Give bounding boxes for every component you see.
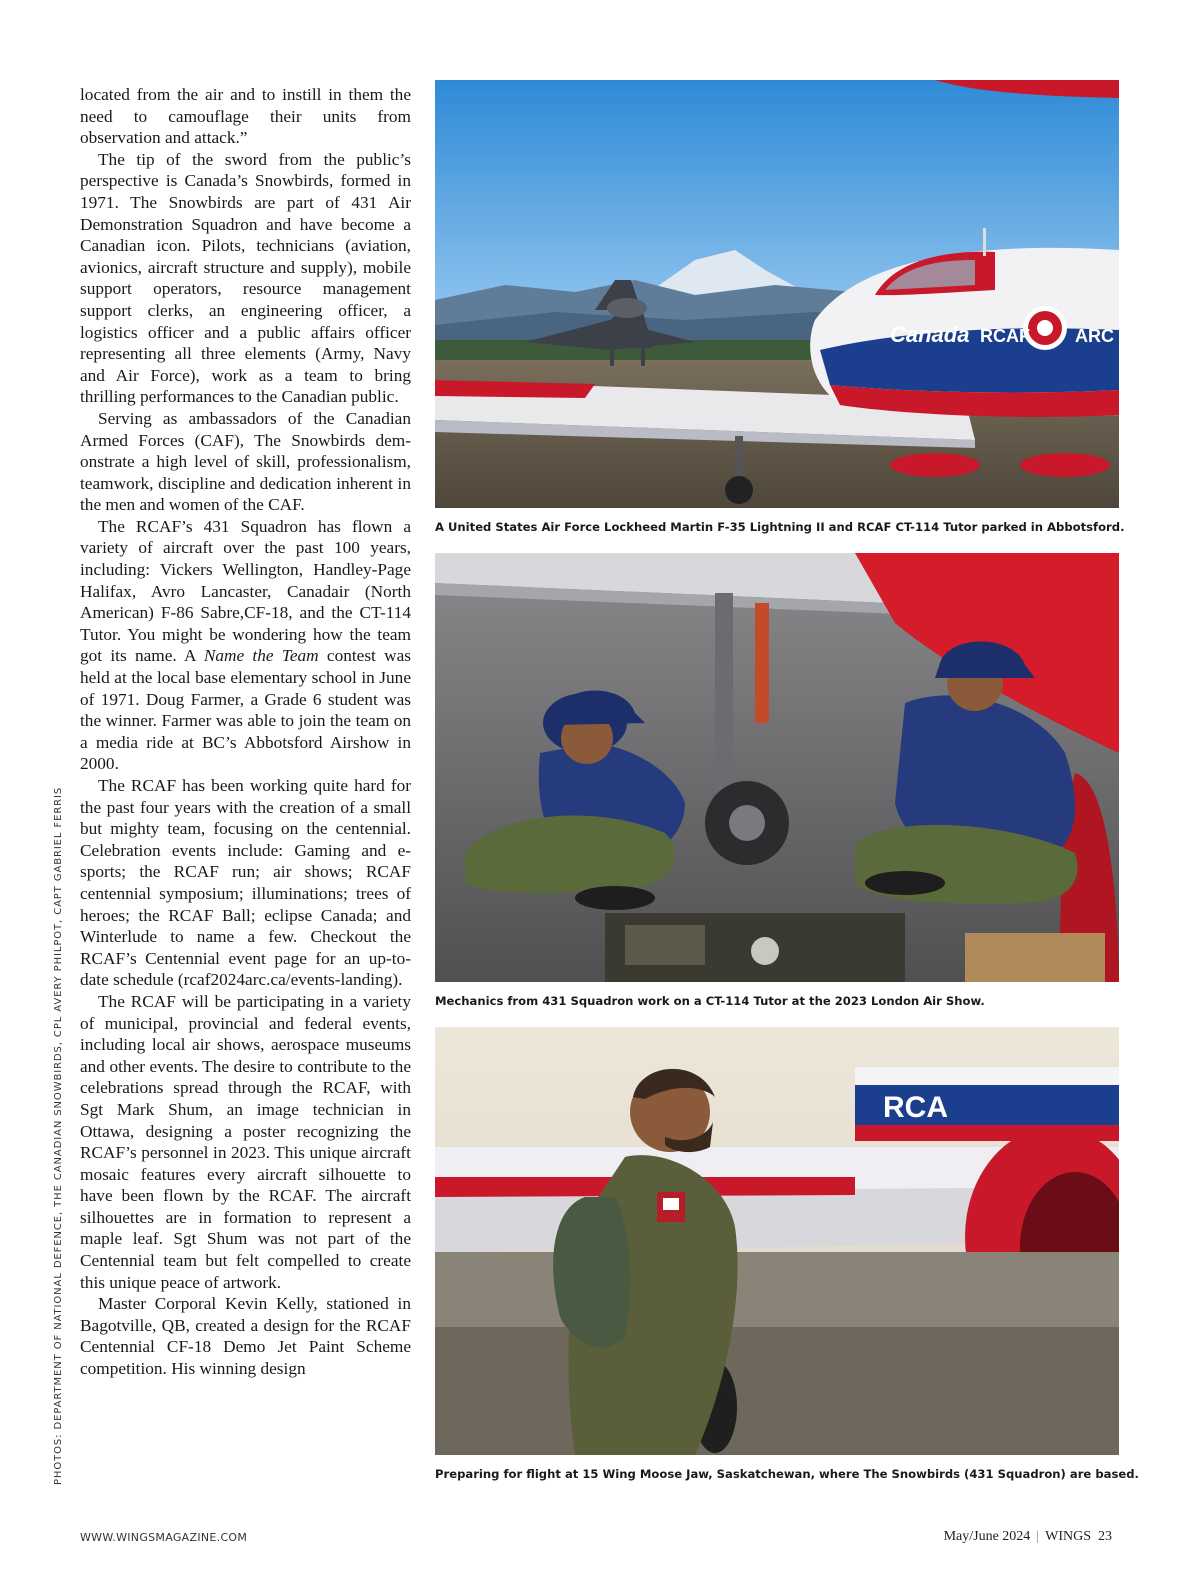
aircraft-marking-rcaf: RCAF xyxy=(980,326,1030,346)
photo-credit: PHOTOS: DEPARTMENT OF NATIONAL DEFENCE, THE CANADIAN SNOWBIRDS, CPL AVERY PHILPOT, CAPT GABRIEL FERRIS xyxy=(53,786,64,1485)
aircraft-marking-arc: ARC xyxy=(1075,326,1114,346)
paragraph-text: contest was held at the local base elementary school in June of 1971. Doug Farmer, a Grade 6 student was the winner. Farmer was able to join the team on a media ride at BC’s Abbotsford Airshow in 2000. xyxy=(80,646,411,774)
photo-mechanics xyxy=(435,553,1119,982)
article-paragraph: The RCAF has been working quite hard for the past four years with the creation of a small but mighty team, focusing on the centennial. Celebration events include: Gaming and e-sports; the RCAF run; air shows; RCAF centennial symposium; illuminations; trees of heroes; the RCAF Ball; eclipse Canada; and Winterlude to name a few. Checkout the RCAF’s Centennial event page for an up-to-date schedule (rcaf2024arc.ca/events-landing). xyxy=(80,776,411,990)
contest-name-italic: Name the Team xyxy=(203,646,319,666)
photo-pilot xyxy=(435,1027,1119,1455)
footer-magazine: WINGS xyxy=(1045,1529,1091,1544)
aircraft-marking-canada: Canada xyxy=(890,322,970,347)
photo-caption: A United States Air Force Lockheed Martin F-35 Lightning II and RCAF CT-114 Tutor parked in Abbotsford. xyxy=(435,520,1125,534)
article-paragraph: The RCAF will be participating in a variety of municipal, provincial and federal events, including local air shows, aerospace museums and other events. The desire to contribute to the celebrations spread through the RCAF, with Sgt Mark Shum, an image technician in Ottawa, designing a poster recognizing the RCAF’s personnel in 2023. This unique aircraft mosaic features every aircraft silhouette to have been flown by the RCAF. The aircraft silhouettes are in formation to represent a maple leaf. Sgt Shum was not part of the Centennial team but felt compelled to create this unique peace of artwork. xyxy=(80,991,411,1292)
paragraph-text: The RCAF’s 431 Squadron has flown a variety of aircraft over the past 100 years, including: Vickers Wellington, Handley-Page Halifax, Avro Lancaster, Canadair (North American) F-86 Sabre,CF-18, and the CT-114 Tutor. You might be wondering how the team got its name. A xyxy=(80,516,411,666)
footer-folio xyxy=(944,1529,1112,1545)
photo-caption: Preparing for flight at 15 Wing Moose Jaw, Saskatchewan, where The Snowbirds (431 Squadron) are based. xyxy=(435,1467,1139,1481)
article-paragraph: Master Corporal Kevin Kelly, stationed in Bagotville, QB, created a design for the RCAF Centennial CF-18 Demo Jet Paint Scheme competition. His winning design xyxy=(80,1294,411,1379)
aircraft-marking-rca: RCA xyxy=(883,1091,948,1124)
article-body xyxy=(80,84,411,1380)
photo-pilot-illustration xyxy=(435,1027,1119,1455)
photo-caption: Mechanics from 431 Squadron work on a CT-114 Tutor at the 2023 London Air Show. xyxy=(435,994,985,1008)
article-paragraph xyxy=(80,516,411,775)
footer-page-number: 23 xyxy=(1098,1529,1112,1544)
photo-mechanics-illustration xyxy=(435,553,1119,982)
photo-f35-tutor-illustration xyxy=(435,80,1119,508)
photo-f35-tutor xyxy=(435,80,1119,508)
footer-issue: May/June 2024 xyxy=(943,1529,1031,1544)
article-paragraph: located from the air and to instill in them the need to camouflage their units from observation and attack.” xyxy=(80,85,411,148)
footer-separator: | xyxy=(1036,1529,1040,1544)
article-paragraph: Serving as ambassadors of the Canadian Armed Forces (CAF), The Snowbirds demonstrate a high level of skill, professionalism, teamwork, discipline and dedication inherent in the men and women of the CAF. xyxy=(80,408,411,515)
article-paragraph: The tip of the sword from the public’s perspective is Canada’s Snowbirds, formed in 1971. The Snowbirds are part of 431 Air Demonstration Squadron and have become a Canadian icon. Pilots, technicians (aviation, avionics, aircraft structure and supply), mobile support operators, resource management support clerks, an engineering officer, a logistics officer and a public affairs officer representing all three elements (Army, Navy and Air Force), work as a team to bring thrilling performances to the Canadian public. xyxy=(80,149,411,407)
footer-website: WWW.WINGSMAGAZINE.COM xyxy=(80,1531,248,1544)
